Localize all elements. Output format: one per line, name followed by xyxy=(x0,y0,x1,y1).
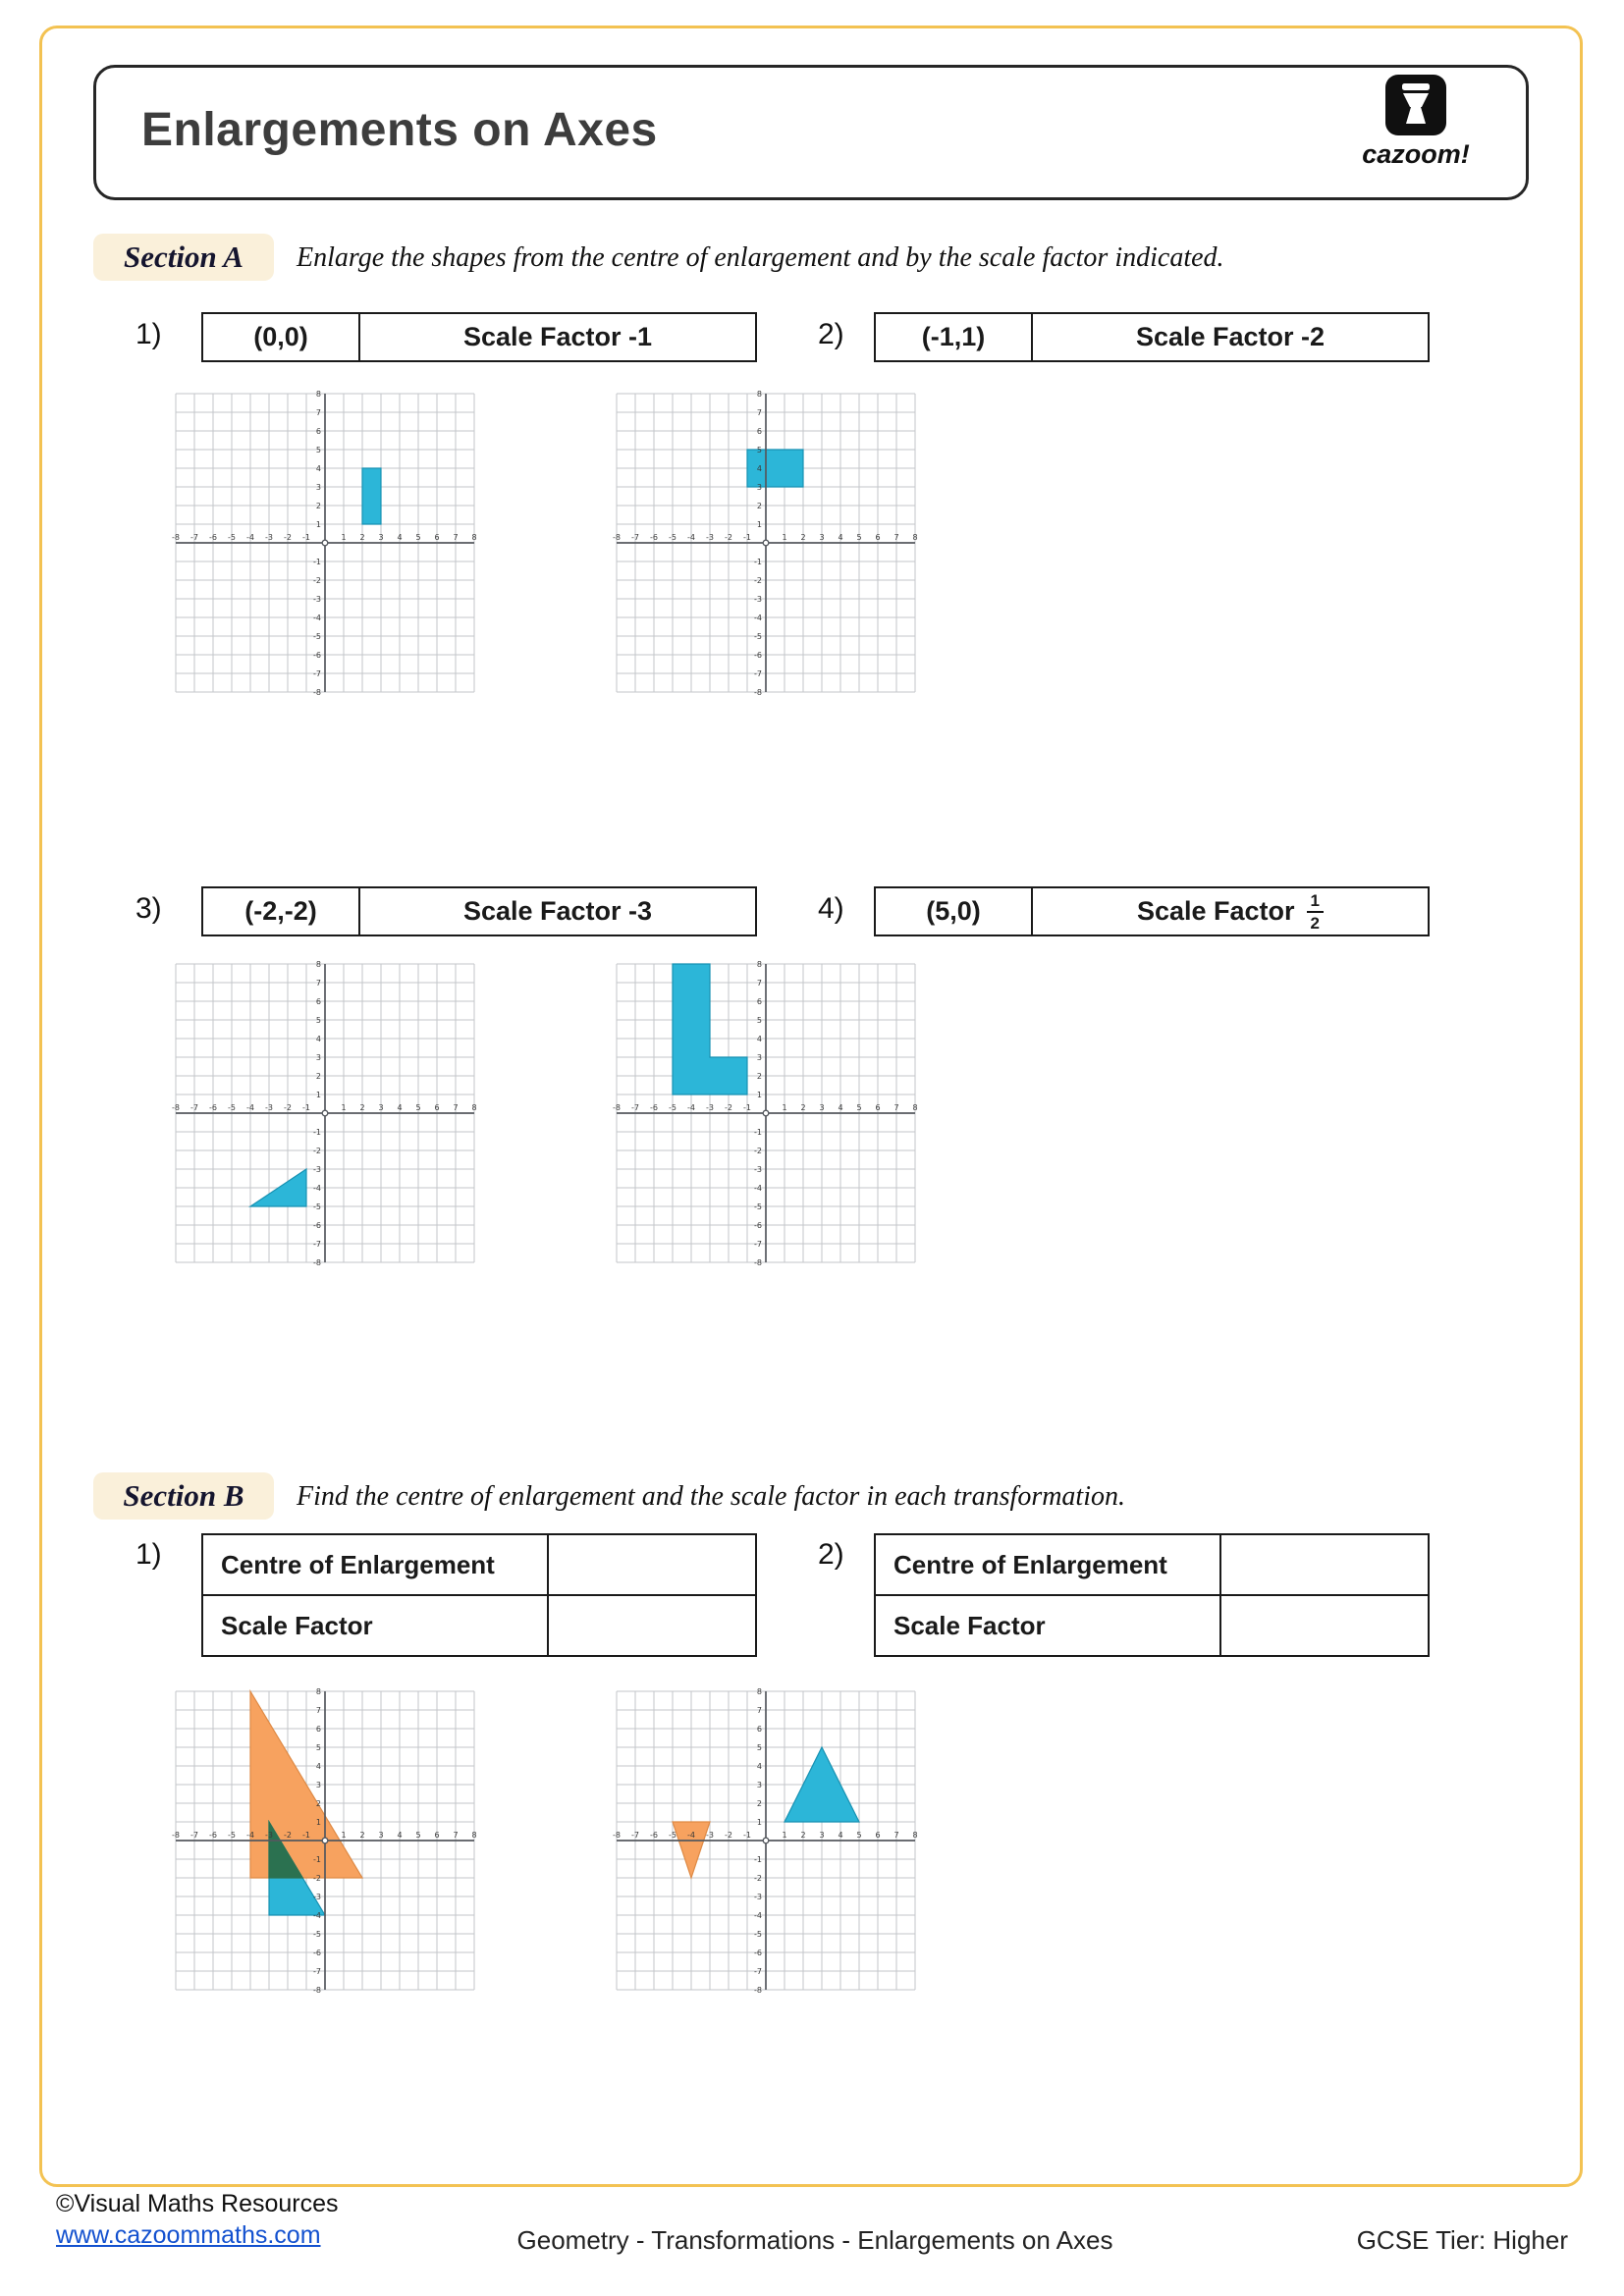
cazoom-drum-icon xyxy=(1384,74,1447,136)
svg-text:2: 2 xyxy=(315,1798,321,1808)
svg-text:4: 4 xyxy=(397,533,403,542)
problem-a2-scale-factor-text: Scale Factor -2 xyxy=(1135,322,1326,351)
svg-text:-2: -2 xyxy=(284,1103,292,1112)
table-row xyxy=(203,1535,755,1594)
problem-b2-number: 2) xyxy=(818,1538,844,1571)
svg-text:-8: -8 xyxy=(613,533,621,542)
svg-text:4: 4 xyxy=(397,1831,403,1840)
problem-a3-header-table xyxy=(201,886,757,936)
svg-text:2: 2 xyxy=(800,1103,806,1112)
svg-text:-1: -1 xyxy=(754,1854,762,1864)
svg-text:5: 5 xyxy=(315,1015,321,1025)
problem-a3-number: 3) xyxy=(135,892,162,925)
svg-text:-1: -1 xyxy=(743,533,751,542)
problem-a4-centre: (5,0) xyxy=(876,888,1033,934)
svg-text:-1: -1 xyxy=(743,1831,751,1840)
svg-text:4: 4 xyxy=(315,463,321,473)
svg-text:-8: -8 xyxy=(313,687,321,697)
svg-text:2: 2 xyxy=(359,1831,365,1840)
svg-text:-1: -1 xyxy=(313,1127,321,1137)
table-row xyxy=(876,1594,1428,1655)
svg-text:-8: -8 xyxy=(613,1831,621,1840)
footer-topic: Geometry - Transformations - Enlargements on Axes xyxy=(516,2225,1113,2255)
svg-text:-5: -5 xyxy=(228,1103,236,1112)
svg-text:3: 3 xyxy=(315,1052,321,1062)
svg-text:8: 8 xyxy=(912,533,918,542)
svg-text:-6: -6 xyxy=(209,1103,217,1112)
svg-text:-7: -7 xyxy=(631,1831,639,1840)
svg-text:1: 1 xyxy=(315,1090,321,1099)
svg-text:4: 4 xyxy=(756,1761,762,1771)
svg-text:-7: -7 xyxy=(190,533,198,542)
svg-text:8: 8 xyxy=(315,1686,321,1696)
fraction-numerator: 1 xyxy=(1307,892,1324,913)
problem-a1-scale-factor-text: Scale Factor -1 xyxy=(462,322,653,351)
svg-text:-3: -3 xyxy=(754,594,762,604)
svg-text:3: 3 xyxy=(819,1103,825,1112)
svg-text:5: 5 xyxy=(856,533,862,542)
svg-text:-3: -3 xyxy=(313,1164,321,1174)
svg-text:-2: -2 xyxy=(725,533,732,542)
coordinate-grid-b2 xyxy=(601,1683,923,1998)
svg-text:-6: -6 xyxy=(754,1948,762,1957)
svg-text:2: 2 xyxy=(800,533,806,542)
svg-text:7: 7 xyxy=(453,533,459,542)
svg-text:-8: -8 xyxy=(313,1985,321,1995)
svg-text:-5: -5 xyxy=(313,631,321,641)
svg-text:-7: -7 xyxy=(631,1103,639,1112)
svg-text:1: 1 xyxy=(756,1817,762,1827)
svg-text:7: 7 xyxy=(756,1705,762,1715)
svg-text:4: 4 xyxy=(397,1103,403,1112)
svg-text:-2: -2 xyxy=(313,1873,321,1883)
section-a-instruction: Enlarge the shapes from the centre of enlargement and by the scale factor indicated. xyxy=(297,242,1224,273)
svg-text:4: 4 xyxy=(838,533,843,542)
problem-a2-number: 2) xyxy=(818,318,844,350)
svg-text:5: 5 xyxy=(756,1015,762,1025)
svg-text:-2: -2 xyxy=(284,1831,292,1840)
svg-text:2: 2 xyxy=(800,1831,806,1840)
problem-a4-scale-factor-text: Scale Factor xyxy=(1136,896,1295,926)
svg-text:-4: -4 xyxy=(754,613,762,622)
svg-text:5: 5 xyxy=(415,1103,421,1112)
svg-text:7: 7 xyxy=(893,1831,899,1840)
svg-text:-7: -7 xyxy=(754,668,762,678)
svg-text:-4: -4 xyxy=(246,1103,254,1112)
svg-text:-2: -2 xyxy=(725,1831,732,1840)
svg-text:4: 4 xyxy=(756,463,762,473)
svg-text:-5: -5 xyxy=(228,1831,236,1840)
problem-a4-scale-fraction xyxy=(1307,892,1324,932)
svg-text:6: 6 xyxy=(434,1831,440,1840)
svg-text:-5: -5 xyxy=(669,1103,677,1112)
svg-text:3: 3 xyxy=(378,533,384,542)
svg-text:5: 5 xyxy=(415,1831,421,1840)
svg-text:-3: -3 xyxy=(313,594,321,604)
svg-text:-2: -2 xyxy=(725,1103,732,1112)
svg-text:-3: -3 xyxy=(265,1831,273,1840)
svg-text:8: 8 xyxy=(756,959,762,969)
svg-text:3: 3 xyxy=(315,1780,321,1789)
svg-text:6: 6 xyxy=(315,426,321,436)
problem-b2-answer-table xyxy=(874,1533,1430,1657)
svg-text:-5: -5 xyxy=(313,1201,321,1211)
svg-text:6: 6 xyxy=(434,533,440,542)
svg-text:3: 3 xyxy=(378,1103,384,1112)
svg-text:6: 6 xyxy=(875,533,881,542)
svg-text:8: 8 xyxy=(315,389,321,399)
svg-text:5: 5 xyxy=(856,1831,862,1840)
svg-text:5: 5 xyxy=(315,1742,321,1752)
svg-text:-2: -2 xyxy=(754,1146,762,1155)
svg-text:5: 5 xyxy=(315,445,321,454)
svg-text:8: 8 xyxy=(912,1103,918,1112)
svg-text:-3: -3 xyxy=(754,1892,762,1901)
svg-text:-7: -7 xyxy=(754,1239,762,1249)
cazoom-logo xyxy=(1347,74,1485,170)
svg-text:-5: -5 xyxy=(754,631,762,641)
svg-text:-4: -4 xyxy=(754,1910,762,1920)
svg-text:-6: -6 xyxy=(209,533,217,542)
svg-text:-1: -1 xyxy=(313,1854,321,1864)
problem-b2-centre-answer-cell xyxy=(1221,1535,1428,1594)
problem-a1-scale-factor xyxy=(360,314,755,360)
scale-factor-label: Scale Factor xyxy=(203,1596,549,1655)
centre-of-enlargement-label: Centre of Enlargement xyxy=(203,1535,549,1594)
svg-text:6: 6 xyxy=(756,426,762,436)
svg-text:8: 8 xyxy=(756,1686,762,1696)
coordinate-grid-b1 xyxy=(160,1683,482,1998)
svg-text:8: 8 xyxy=(471,533,477,542)
svg-text:-4: -4 xyxy=(687,1831,695,1840)
svg-text:-4: -4 xyxy=(246,1831,254,1840)
svg-text:8: 8 xyxy=(912,1831,918,1840)
svg-text:7: 7 xyxy=(893,1103,899,1112)
svg-text:-3: -3 xyxy=(265,1103,273,1112)
svg-text:-7: -7 xyxy=(754,1966,762,1976)
svg-text:-6: -6 xyxy=(650,1831,658,1840)
svg-text:3: 3 xyxy=(756,1780,762,1789)
centre-of-enlargement-label: Centre of Enlargement xyxy=(876,1535,1221,1594)
svg-text:3: 3 xyxy=(315,482,321,492)
svg-text:6: 6 xyxy=(875,1831,881,1840)
svg-text:8: 8 xyxy=(471,1831,477,1840)
svg-text:-8: -8 xyxy=(172,1831,180,1840)
page-title: Enlargements on Axes xyxy=(141,104,658,156)
svg-text:1: 1 xyxy=(341,1831,347,1840)
svg-text:1: 1 xyxy=(782,1831,787,1840)
svg-text:8: 8 xyxy=(315,959,321,969)
svg-text:1: 1 xyxy=(782,1103,787,1112)
svg-text:-6: -6 xyxy=(754,650,762,660)
svg-text:-1: -1 xyxy=(754,557,762,566)
svg-text:5: 5 xyxy=(415,533,421,542)
svg-text:-7: -7 xyxy=(190,1103,198,1112)
svg-text:5: 5 xyxy=(756,445,762,454)
svg-text:3: 3 xyxy=(819,533,825,542)
svg-text:-1: -1 xyxy=(743,1103,751,1112)
footer-tier: GCSE Tier: Higher xyxy=(1356,2225,1568,2255)
footer-website-link[interactable]: www.cazoommaths.com xyxy=(56,2221,321,2249)
svg-text:-7: -7 xyxy=(190,1831,198,1840)
svg-text:2: 2 xyxy=(756,1071,762,1081)
svg-text:3: 3 xyxy=(378,1831,384,1840)
svg-text:1: 1 xyxy=(315,519,321,529)
svg-text:-1: -1 xyxy=(302,533,310,542)
svg-text:-4: -4 xyxy=(313,1910,321,1920)
svg-text:1: 1 xyxy=(782,533,787,542)
svg-text:1: 1 xyxy=(341,1103,347,1112)
fraction-denominator: 2 xyxy=(1310,913,1321,933)
problem-b1-answer-table xyxy=(201,1533,757,1657)
svg-text:5: 5 xyxy=(856,1103,862,1112)
svg-text:-2: -2 xyxy=(313,1146,321,1155)
svg-text:7: 7 xyxy=(453,1831,459,1840)
problem-b1-scale-answer-cell xyxy=(549,1596,755,1655)
problem-a1-centre: (0,0) xyxy=(203,314,360,360)
svg-text:7: 7 xyxy=(756,407,762,417)
svg-text:-4: -4 xyxy=(313,613,321,622)
svg-text:-5: -5 xyxy=(754,1201,762,1211)
svg-text:7: 7 xyxy=(315,407,321,417)
svg-text:-3: -3 xyxy=(265,533,273,542)
svg-text:-8: -8 xyxy=(313,1257,321,1267)
svg-text:-3: -3 xyxy=(706,533,714,542)
svg-text:-4: -4 xyxy=(246,533,254,542)
worksheet-header xyxy=(93,65,1529,200)
section-b-instruction: Find the centre of enlargement and the scale factor in each transformation. xyxy=(297,1481,1125,1512)
svg-text:-3: -3 xyxy=(313,1892,321,1901)
svg-text:3: 3 xyxy=(819,1831,825,1840)
svg-text:-7: -7 xyxy=(313,1966,321,1976)
svg-text:6: 6 xyxy=(756,996,762,1006)
svg-text:2: 2 xyxy=(756,501,762,510)
svg-text:-2: -2 xyxy=(754,1873,762,1883)
problem-a2-header-table xyxy=(874,312,1430,362)
svg-text:-3: -3 xyxy=(754,1164,762,1174)
coordinate-grid-a2 xyxy=(601,386,923,700)
svg-text:4: 4 xyxy=(315,1034,321,1043)
svg-text:-5: -5 xyxy=(228,533,236,542)
svg-text:-1: -1 xyxy=(302,1103,310,1112)
svg-text:3: 3 xyxy=(756,1052,762,1062)
svg-text:-7: -7 xyxy=(631,533,639,542)
svg-text:-6: -6 xyxy=(650,1103,658,1112)
table-row xyxy=(876,1535,1428,1594)
svg-text:8: 8 xyxy=(471,1103,477,1112)
scale-factor-label: Scale Factor xyxy=(876,1596,1221,1655)
svg-text:-2: -2 xyxy=(313,575,321,585)
svg-text:1: 1 xyxy=(756,519,762,529)
coordinate-grid-a1 xyxy=(160,386,482,700)
problem-a2-scale-factor xyxy=(1033,314,1428,360)
coordinate-grid-a4 xyxy=(601,956,923,1270)
svg-text:-8: -8 xyxy=(613,1103,621,1112)
svg-text:1: 1 xyxy=(315,1817,321,1827)
svg-text:2: 2 xyxy=(359,1103,365,1112)
svg-text:-2: -2 xyxy=(284,533,292,542)
problem-b1-centre-answer-cell xyxy=(549,1535,755,1594)
svg-text:8: 8 xyxy=(756,389,762,399)
table-row xyxy=(203,1594,755,1655)
svg-text:-8: -8 xyxy=(172,1103,180,1112)
svg-text:7: 7 xyxy=(453,1103,459,1112)
svg-text:1: 1 xyxy=(341,533,347,542)
svg-text:-8: -8 xyxy=(172,533,180,542)
svg-text:6: 6 xyxy=(315,1724,321,1734)
problem-a3-scale-factor-text: Scale Factor -3 xyxy=(462,896,653,926)
problem-b1-number: 1) xyxy=(135,1538,162,1571)
svg-text:4: 4 xyxy=(756,1034,762,1043)
svg-text:-8: -8 xyxy=(754,687,762,697)
svg-text:-8: -8 xyxy=(754,1985,762,1995)
svg-text:-5: -5 xyxy=(754,1929,762,1939)
svg-text:-8: -8 xyxy=(754,1257,762,1267)
svg-text:7: 7 xyxy=(315,1705,321,1715)
problem-a1-number: 1) xyxy=(135,318,162,350)
svg-text:4: 4 xyxy=(315,1761,321,1771)
svg-text:6: 6 xyxy=(875,1103,881,1112)
footer-copyright: ©Visual Maths Resources xyxy=(56,2190,339,2217)
svg-text:6: 6 xyxy=(315,996,321,1006)
problem-a3-centre: (-2,-2) xyxy=(203,888,360,934)
svg-text:1: 1 xyxy=(756,1090,762,1099)
svg-text:2: 2 xyxy=(756,1798,762,1808)
svg-text:-7: -7 xyxy=(313,1239,321,1249)
svg-text:-2: -2 xyxy=(754,575,762,585)
section-b-label: Section B xyxy=(93,1472,274,1520)
svg-text:4: 4 xyxy=(838,1103,843,1112)
svg-text:-7: -7 xyxy=(313,668,321,678)
problem-a1-header-table xyxy=(201,312,757,362)
svg-text:-1: -1 xyxy=(313,557,321,566)
svg-text:-6: -6 xyxy=(650,533,658,542)
svg-text:5: 5 xyxy=(756,1742,762,1752)
coordinate-grid-a3 xyxy=(160,956,482,1270)
svg-text:7: 7 xyxy=(315,978,321,988)
svg-text:7: 7 xyxy=(756,978,762,988)
svg-text:4: 4 xyxy=(838,1831,843,1840)
svg-text:-6: -6 xyxy=(754,1220,762,1230)
svg-text:3: 3 xyxy=(756,482,762,492)
svg-text:-5: -5 xyxy=(669,1831,677,1840)
svg-text:-4: -4 xyxy=(687,1103,695,1112)
svg-text:-6: -6 xyxy=(313,650,321,660)
svg-text:-6: -6 xyxy=(209,1831,217,1840)
svg-text:-3: -3 xyxy=(706,1831,714,1840)
problem-a4-scale-factor xyxy=(1033,888,1428,934)
svg-text:7: 7 xyxy=(893,533,899,542)
problem-b2-scale-answer-cell xyxy=(1221,1596,1428,1655)
svg-text:2: 2 xyxy=(315,501,321,510)
svg-text:-4: -4 xyxy=(754,1183,762,1193)
svg-text:-4: -4 xyxy=(313,1183,321,1193)
problem-a2-centre: (-1,1) xyxy=(876,314,1033,360)
svg-text:-6: -6 xyxy=(313,1948,321,1957)
svg-text:-1: -1 xyxy=(302,1831,310,1840)
svg-text:6: 6 xyxy=(434,1103,440,1112)
svg-text:2: 2 xyxy=(315,1071,321,1081)
cazoom-logo-text: cazoom! xyxy=(1362,139,1470,169)
section-a-label: Section A xyxy=(93,234,274,281)
svg-text:-3: -3 xyxy=(706,1103,714,1112)
svg-text:-4: -4 xyxy=(687,533,695,542)
problem-a4-header-table xyxy=(874,886,1430,936)
svg-text:-6: -6 xyxy=(313,1220,321,1230)
svg-text:-5: -5 xyxy=(669,533,677,542)
svg-text:6: 6 xyxy=(756,1724,762,1734)
svg-text:-5: -5 xyxy=(313,1929,321,1939)
problem-a4-number: 4) xyxy=(818,892,844,925)
problem-a3-scale-factor xyxy=(360,888,755,934)
svg-text:-1: -1 xyxy=(754,1127,762,1137)
svg-text:2: 2 xyxy=(359,533,365,542)
